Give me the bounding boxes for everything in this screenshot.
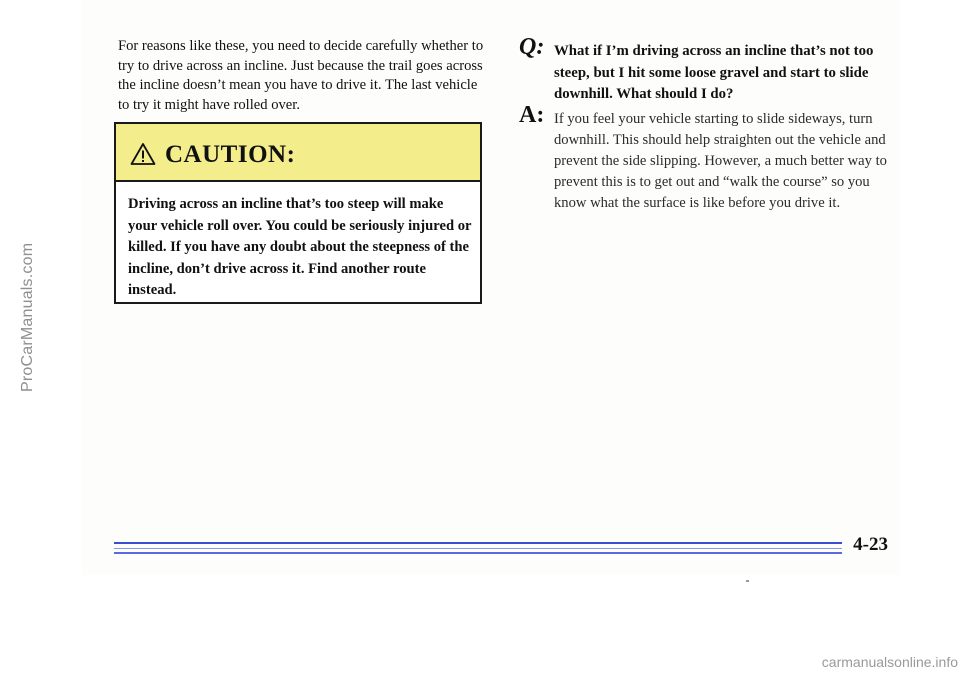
- caution-box: [114, 122, 482, 304]
- caution-body: Driving across an incline that’s too steep will make your vehicle roll over. You could be seriously injured or killed. If you have any doubt about the steepness of the incline, don’t drive across it. Find another route instead.: [128, 196, 472, 298]
- footer-watermark: carmanualsonline.info: [821, 654, 958, 670]
- footer-rule: [114, 542, 842, 544]
- question-marker: Q:: [519, 34, 545, 60]
- warning-triangle-icon: [130, 142, 156, 166]
- caution-header: [116, 124, 480, 182]
- answer-text: If you feel your vehicle starting to slide sideways, turn downhill. This should help straighten out the vehicle and prevent the side slipping. However, a much better way to prevent this is to get out and “walk the course” so you know what the surface is like before you drive it.: [554, 111, 887, 211]
- answer-marker: A:: [519, 102, 545, 128]
- caution-title: CAUTION:: [165, 141, 296, 168]
- footer-rule: [114, 548, 842, 549]
- intro-paragraph: For reasons like these, you need to decide carefully whether to try to drive across an incline. Just because the trail goes across the incline doesn’t mean you have to drive it. The last vehicle to try it might have rolled over.: [118, 38, 484, 113]
- side-watermark: [0, 0, 36, 600]
- question-block: [519, 35, 899, 106]
- question-text: What if I’m driving across an incline that’s not too steep, but I hit some loose gravel and start to slide downhill. What should I do?: [554, 43, 874, 102]
- answer-block: [519, 103, 899, 214]
- footer-rule: [114, 552, 842, 554]
- page-number: 4-23: [853, 534, 888, 555]
- side-watermark-text: ProCarManuals.com: [19, 242, 36, 392]
- scan-artifact: [746, 580, 749, 582]
